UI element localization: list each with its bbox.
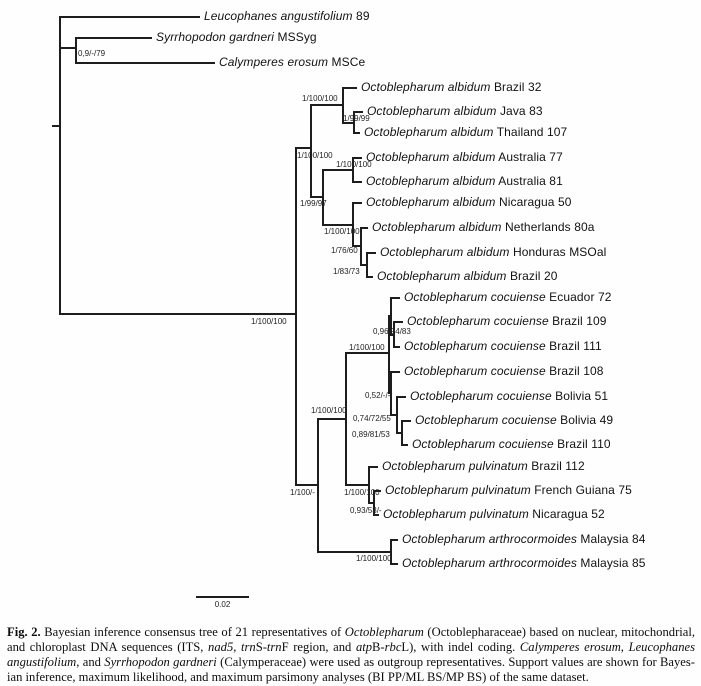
scale-bar-label: 0.02	[214, 600, 231, 609]
taxon-label: Calymperes erosum MSCe	[219, 55, 366, 69]
tree-branch	[75, 62, 215, 64]
taxon-label: Octoblepharum albidum Nicaragua 50	[366, 195, 572, 209]
tree-branch	[59, 16, 200, 18]
support-value: 0,74/72/55	[353, 414, 391, 423]
support-value: 1/76/60	[331, 246, 358, 255]
support-value: 0,9/-/79	[78, 49, 106, 58]
taxon-label: Leucophanes angustifolium 89	[204, 9, 370, 23]
taxon-label: Octoblepharum pulvinatum Brazil 112	[382, 459, 585, 473]
tree-branch	[345, 352, 388, 354]
taxon-label: Octoblepharum cocuiense Brazil 111	[404, 339, 602, 353]
tree-branch	[360, 227, 362, 266]
scale-bar	[196, 596, 249, 598]
caption-line: ian inference, maximum likelihood, and maximum parsimony analyses (BI PP/ML BS/MP BS) of the same dataset.	[7, 670, 589, 684]
support-value: 1/100/100	[324, 227, 360, 236]
tree-branch	[322, 169, 352, 171]
caption-line: and chloroplast DNA sequences (ITS, nad5, trnS-trnF region, and atpB-rbcL), with indel coding. Calymperes erosum, Leucophanes	[7, 640, 696, 654]
support-value: 1/99/97	[300, 199, 327, 208]
taxon-label: Octoblepharum cocuiense Ecuador 72	[404, 290, 612, 304]
taxon-label: Octoblepharum cocuiense Bolivia 51	[410, 389, 609, 403]
taxon-label: Syrrhopodon gardneri MSSyg	[156, 30, 317, 44]
caption-line: angustifolium, and Syrrhopodon gardneri (Calymperaceae) were used as outgroup representatives. Support values are shown for Bayes-	[7, 655, 695, 669]
tree-branch	[401, 420, 403, 446]
taxon-label: Octoblepharum arthrocormoides Malaysia 84	[402, 532, 646, 546]
taxon-label: Octoblepharum albidum Honduras MSOal	[380, 245, 607, 259]
tree-branch	[345, 484, 368, 486]
support-value: 1/100/100	[311, 406, 347, 415]
taxon-label: Octoblepharum cocuiense Brazil 109	[407, 314, 607, 328]
tree-branch	[345, 352, 347, 486]
tree-branch	[52, 125, 59, 127]
support-value: 0,89/81/53	[352, 430, 390, 439]
support-value: 1/100/100	[356, 554, 392, 563]
support-value: 1/99/99	[343, 114, 370, 123]
taxon-label: Octoblepharum albidum Australia 77	[366, 150, 563, 164]
support-value: 1/100/100	[336, 160, 372, 169]
caption-line: Fig. 2. Bayesian inference consensus tree of 21 representatives of Octoblepharum (Octoblepharaceae) based on nuclear, mitochondrial,	[7, 625, 696, 639]
tree-branch	[310, 104, 342, 106]
tree-branch	[322, 224, 352, 226]
taxon-label: Octoblepharum cocuiense Bolivia 49	[415, 413, 614, 427]
support-value: 1/100/100	[302, 94, 338, 103]
tree-branch	[317, 551, 390, 553]
support-value: 1/100/-	[290, 488, 315, 497]
tree-branch	[59, 313, 295, 315]
taxon-label: Octoblepharum albidum Brazil 32	[361, 80, 542, 94]
tree-branch	[75, 37, 77, 64]
taxon-label: Octoblepharum pulvinatum French Guiana 75	[385, 483, 632, 497]
tree-branch	[59, 47, 75, 49]
support-value: 1/100/100	[297, 151, 333, 160]
support-value: 1/83/73	[333, 267, 360, 276]
tree-branch	[295, 484, 317, 486]
taxon-label: Octoblepharum albidum Brazil 20	[377, 269, 558, 283]
tree-branch	[59, 16, 61, 315]
support-value: 0,52/-/-	[365, 391, 391, 400]
support-value: 1/100/100	[344, 488, 380, 497]
taxon-label: Octoblepharum albidum Thailand 107	[364, 125, 568, 139]
taxon-label: Octoblepharum albidum Netherlands 80a	[372, 220, 595, 234]
taxon-label: Octoblepharum cocuiense Brazil 108	[404, 364, 604, 378]
tree-branch	[322, 169, 324, 226]
taxon-label: Octoblepharum arthrocormoides Malaysia 85	[402, 556, 646, 570]
taxon-label: Octoblepharum albidum Australia 81	[366, 174, 563, 188]
support-value: 0,93/53/-	[350, 506, 382, 515]
tree-branch	[295, 147, 310, 149]
tree-branch	[317, 418, 319, 553]
tree-branch	[352, 202, 354, 247]
tree-branch	[295, 147, 297, 486]
taxon-label: Octoblepharum cocuiense Brazil 110	[412, 437, 611, 451]
tree-branch	[75, 37, 152, 39]
support-value: 1/100/100	[349, 343, 385, 352]
support-value: 1/100/100	[251, 317, 287, 326]
tree-branch	[317, 418, 345, 420]
figure-caption	[7, 625, 695, 685]
tree-branch	[366, 252, 368, 278]
support-value: 0,96/94/83	[373, 327, 411, 336]
tree-branch	[368, 466, 370, 504]
tree-branch	[396, 396, 398, 434]
tree-branch	[342, 87, 357, 89]
taxon-label: Octoblepharum pulvinatum Nicaragua 52	[383, 507, 605, 521]
taxon-label: Octoblepharum albidum Java 83	[367, 104, 543, 118]
